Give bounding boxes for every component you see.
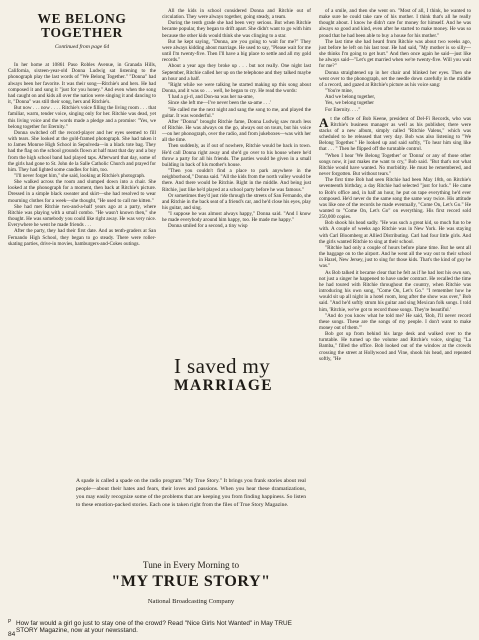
article-paragraph: Bob got up from behind his large desk and walked over to the turntable. He turned up the volume and Ritchie's voice, singing "La Bamba," filled the office. Bob looked out of the window at the crowds crossing the street at Hollywood and Vine, shook his head, and repeated softly, "He [319,331,471,362]
article-column-1 [8,8,156,247]
article-paragraph: Bob shook his head sadly. "He was such a great kid, so much fun to be with. A couple of weeks ago Ritchie was in New York. He was staying with Carl Bloomberg at Allied Distributing. Carl had four little girls. And the girls wanted Ritchie to sing at their school. [319,220,471,245]
article-paragraph: "He called me the next night and sang the song to me, and played the guitar. It was wonderful." [162,106,311,119]
article-paragraph: But he kept saying, "Donna, are you going to wait for me?" They were always kidding about marriage. He used to say, "Please wait for me until I'm twenty-five. Then I'll have a big place to settle and all my gold records." [162,38,311,64]
footer-teaser [8,620,308,635]
article-paragraph: The first time Bob had seen Ritchie had been May 18th, on Ritchie's seventeenth birthday, a day Ritchie had selected "just for luck." He came to Bob's office and, in half an hour, he put on tape everything he'd ever composed. He'd never do the same song the same way twice. His attitude was like one of the records he made eventually, "Come On, Let's Go." He wanted to "Come On, Let's Go" on everything. His first record sold 250,000 copies. [319,177,471,221]
article-column-2 [162,8,311,230]
article-paragraph: Yes, we belong together [325,100,374,107]
article-paragraph: After "Donna" brought Ritchie fame, Donna Ludwig saw much less of Ritchie. He was always on the go, always out on tours, but his voice—on her phonograph, over the radio, and from jukeboxes—was with her all the time. [162,118,311,144]
article-paragraph [319,116,471,153]
ad-tune-in-line: Tune in Every Morning to [142,560,240,570]
article-column-3 [319,8,471,362]
ad-body-text: A spade is called a spade on the radio program "My True Story." It brings you frank stories about real people—about their hates and fears, their loves and passions. When you hear these dramatizations, you may easily recognize some of the problems that are keeping you from finding happiness. So listen to these emotion-packed stories. Each one is taken right from the files of True Story Magazine. [76,478,306,509]
article-paragraph: Or sometimes they'd just ride through the streets of San Fernando, she and Ritchie in the back seat of a friend's car, and he'd close his eyes, play his guitar, and sing. [162,192,311,211]
article-paragraph: Donna straightened up in her chair and blinked her eyes. Then she went over to the phonograph, set the needle down carefully in the middle of a record, and gazed at Ritchie's picture as his voice sang: [319,69,471,88]
article-paragraph: of a smile, and then she went on. "Most of all, I think, he wanted to make sure he could take care of his mother. I think that's all he really thought about. I know he didn't care for money for himself. And he was always so good and kind, even after he started to make money. He was so proud that he had been able to buy a house for his mother." [319,8,471,39]
article-paragraph: She walked across the room and slumped down into a chair. She looked at the phonograph for a moment, then back at Ritchie's picture. Dressed in a simple black sweater and skirt—she had resolved to wear mourning clothes for a week—she thought, "He used to call me kitten." [8,179,156,204]
article-title: WE BELONG TOGETHER [37,11,127,40]
article-paragraph: During the tenth grade she had been very serious. But when Ritchie became popular, they began to drift apart. She didn't want to go with him because the other kids would think she was clinging to a star. [162,20,311,39]
continued-from-line: Continued from page 64 [54,44,110,50]
ad-network-name: National Broadcasting Company [147,598,235,605]
article-paragraph: "I suppose he was almost always happy," Donna said. "And I know he made everybody around him happy, too. He made me happy." [162,211,311,224]
article-paragraph: "You're mine, [325,88,353,95]
article-paragraph: Donna smiled for a second, a tiny wisp [168,223,248,230]
article-paragraph: For Eternity. . . ." [325,106,361,113]
article-paragraph: After the party, they had their first date. And as tenth-graders at San Fernando High School, they began to go steady. There were roller-skating parties, drive-in movies, hamburgers-and-Cokes outings. [8,228,156,247]
article-paragraph: The last time she had heard from Ritchie was about two weeks ago, just before he left on his last tour. He had said, "My mother is so silly—she thinks I'm going to get hurt." And then once again he said—just like he always said—"Let's get married when we're twenty-five. Will you wait for me?" [319,38,471,70]
article-paragraph: "Ritchie had only a couple of hours before plane time. But he sent all the baggage on to the airport. And he went all the way out to their school in Hazel, New Jersey, just to sing for those kids. That's the kind of guy he was." [319,244,471,270]
ad-show-name: "MY TRUE STORY" [111,573,271,590]
article-paragraph: But now . . . now . . . . Ritchie's voice filling the living room . . . that familiar, warm, tender voice, singing only for her. Ritchie was dead, yet this living voice and the words made a pledge and a promise: "Yes, we belong together for Eternity." [8,105,156,130]
article-paragraph: She had met Ritchie two-and-a-half years ago at a party, where Ritchie was playing with a small combo. "He wasn't known then," she thought. He was somebody you could like right away. He was very nice. Everywhere he went he made friends . . . [8,203,156,229]
article-paragraph: "I'll never forget him," she said, looking at Ritchie's photograph. [14,172,146,179]
article-paragraph: Donna switched off the record-player and her eyes seemed to fill with tears. She looked at the gold-framed photograph. She had taken it to James Monroe High School in Sepulveda—in a black tote bag. They had the flag on the school grounds flown at half mast that day and a boy from the high school band had played taps. Afterward that day, some of the girls had gone to St. John de la Salle Catholic Church and prayed for him. They had lighted some candles for him, too. [8,129,156,173]
article-paragraph: About a year ago they broke up . . . but not really. One night last September, Ritchie called her up on the telephone and they talked maybe an hour and a half. [162,63,311,82]
radio-advertisement [76,355,306,617]
article-paragraph: In her home at 10861 Paso Robles Avenue, in Granada Hills, California, sixteen-year-old Donna Ludwig sat listening to the phonograph play the last words of "We Belong Together." "Donna" had always been her favorite. It was their song—Ritchie's and hers. He had composed it and sung it "just for you honey." And even when the song had caught on and kids all over the nation were singing it and dancing to it, "Donna" was still their song, hers and Ritchie's. [8,62,156,106]
article-paragraph: "Right while we were talking he started making up this song about Donna, and it was so . . . well, he began to cry. He read the words: [162,81,311,95]
article-paragraph: "When I hear 'We Belong Together' or 'Donna' or any of those other songs now, it just makes me want to cry," Bob said. "But that's not what Ritchie would have wanted. No morbidity. He must be remembered, and never forgotten. But without tears." [319,152,471,178]
article-paragraph: "Then you couldn't find a place to park anywhere in the neighborhood," Donna said. "All the kids from the north valley would be there. And there would be Ritchie. Right in the middle. And being just Ritchie, just like he'd played at a school party before he was famous." [162,168,311,193]
article-paragraph: All the kids in school considered Donna and Ritchie out of circulation. They were always together, going steady, a team. [162,8,311,21]
footer-marker: P [8,619,12,625]
drop-cap: A [319,114,329,130]
ad-headline-line-1: I saved my [174,354,271,378]
article-paragraph: As Bob talked it became clear that he felt as if he had lost his own son, not just a singer he happened to have under contract. He recalled the time he had toured with Ritchie throughout the country, when Ritchie was introducing his own song, "Come On, Let's Go." "I remember how he would sit up all night in a hotel room, long after the show was over," Bob said. "And he'd softly strum his guitar and sing Mexican folk songs. I told him, 'Ritchie, we've got to record those songs. They're beautiful.' [319,269,471,313]
article-paragraph: Then suddenly, as if out of nowhere, Ritchie would be back in town. He'd call Donna right away and she'd go over to his house where he'd throw a party for all his friends. The parties would be given in a small building in back of his mother's house. [162,143,311,168]
paragraph-text: t the office of Bob Keene, president of Del-Fi Records, who was Ritchie's business manager as well as his publisher, there were stacks of a new album, simply called "Ritchie Valens," which was scheduled to be released that very day. Bob was also listening to "We Belong Together." He looked up and said softly, "To hear him sing like that . . . " Then he flipped off the turntable control. [319,115,471,153]
column-1-paragraphs [8,62,156,247]
footer-text: How far would a girl go just to stay one of the crowd? Read "Nice Girls Not Wanted" in May TRUE STORY Magazine, now at your newsstand. [16,620,292,635]
article-paragraph: And we belong together, [325,94,376,101]
article-paragraph: Since she left me—I've never been the sa-ame . . .' [168,100,271,107]
article-paragraph: 'I had a gi-rl, and Don-na was her na-ame, [168,94,254,101]
page-number: 84 [8,631,16,638]
ad-headline-line-2: MARRIAGE [174,377,274,394]
column-3-paragraphs [319,8,471,362]
column-2-paragraphs [162,8,311,230]
article-paragraph: "And do you know what he told me? He said, 'Bob, I'll never record these songs. These are the songs of my people. I don't want to make money out of them.'" [319,312,471,331]
